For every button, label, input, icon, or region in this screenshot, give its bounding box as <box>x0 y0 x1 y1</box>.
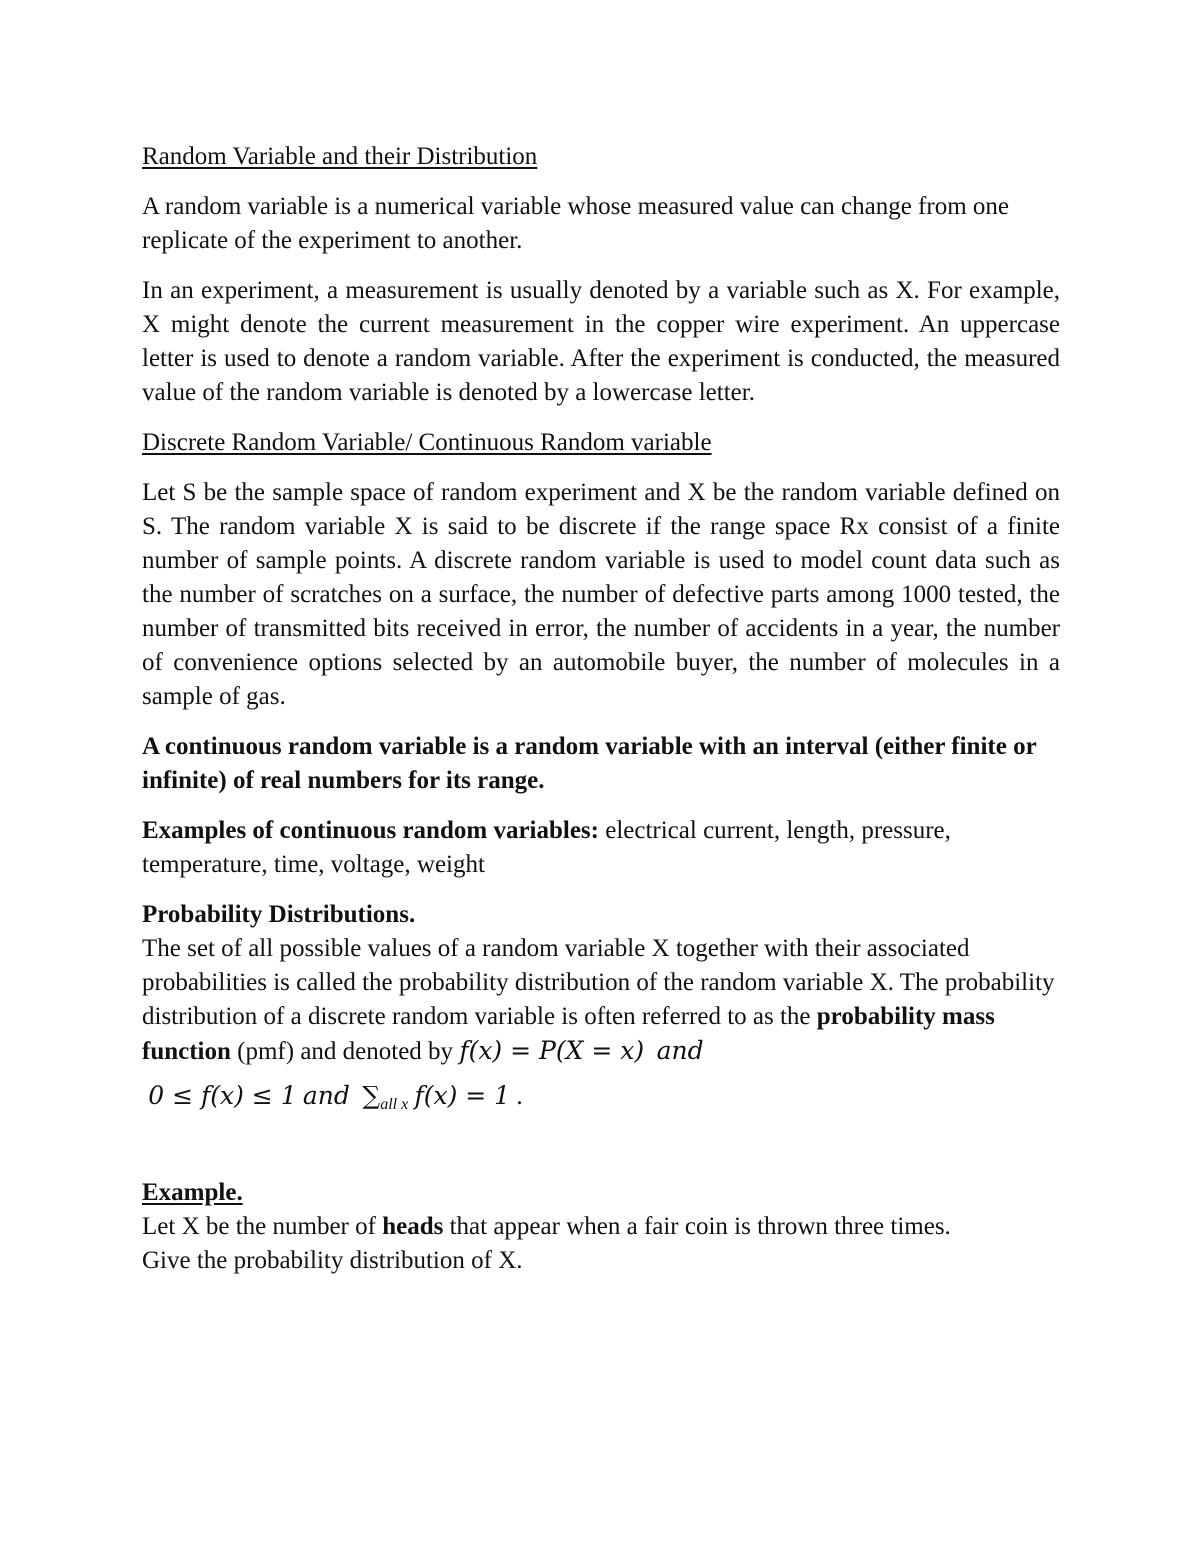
example-heading: Example. <box>142 1179 243 1206</box>
example-question-line-1 <box>142 1210 1060 1244</box>
paragraph-discrete-definition: Let S be the sample space of random experiment and X be the random variable defined on S. The random variable X is said to be discrete if the range space Rx consist of a finite number of sample points. A discrete random variable is used to model count data such as the number of scratches on a surface, the number of defective parts among 1000 tested, the number of transmitted bits received in error, the number of accidents in a year, the number of convenience options selected by an automobile buyer, the number of molecules in a sample of gas. <box>142 479 1060 710</box>
document-page <box>142 140 1060 1278</box>
example-text-a: Let X be the number of <box>142 1213 383 1240</box>
paragraph-continuous-definition: A continuous random variable is a random variable with an interval (either finite or infinite) of real numbers for its range. <box>142 733 1037 794</box>
sum-subscript: all x <box>380 1096 409 1113</box>
paragraph-continuous-examples <box>142 814 1060 882</box>
pmf-sum-equals: f(x) = 1 <box>414 1081 511 1110</box>
pmf-constraints-formula <box>142 1079 1060 1122</box>
pmf-bold-term: probability mass function <box>142 1003 995 1065</box>
example-text-b: that appear when a fair coin is thrown three times. <box>443 1213 951 1240</box>
example-bold-heads: heads <box>382 1213 444 1240</box>
pmf-formula: f(x) = P(X = x) <box>459 1036 645 1065</box>
pmf-and-1: and <box>656 1036 704 1065</box>
continuous-examples-list: electrical current, length, pressure, temperature, time, voltage, weight <box>142 817 951 878</box>
paragraph-measurement-notation: In an experiment, a measurement is usually denoted by a variable such as X. For example, X might denote the current measurement in the copper wire experiment. An uppercase letter is used to denote a random variable. After the experiment is conducted, the measured value of the random variable is denoted by a lowercase letter. <box>142 277 1060 406</box>
section-heading-probability-distributions: Probability Distributions. <box>142 901 416 928</box>
paragraph-random-variable-definition: A random variable is a numerical variable whose measured value can change from one replicate of the experiment to another. <box>142 193 1010 254</box>
formula-end-period: . <box>510 1083 523 1110</box>
pmf-text-a: The set of all possible values of a random variable X together with their associated probabilities is called the probability distribution of the random variable X. The probability distribution of a discrete random variable is often referred to as the <box>142 935 1055 1030</box>
continuous-examples-label: Examples of continuous random variables: <box>142 817 599 844</box>
sum-symbol: ∑ <box>362 1081 381 1110</box>
pmf-and-2: and <box>302 1081 350 1110</box>
section-heading-random-variable: Random Variable and their Distribution <box>142 143 538 170</box>
paragraph-probability-distribution <box>142 932 1060 1069</box>
section-heading-discrete-continuous: Discrete Random Variable/ Continuous Random variable <box>142 429 712 456</box>
example-question-line-2: Give the probability distribution of X. <box>142 1247 523 1274</box>
pmf-bounds: 0 ≤ f(x) ≤ 1 <box>148 1081 297 1110</box>
pmf-text-b: (pmf) and denoted by <box>230 1038 460 1065</box>
